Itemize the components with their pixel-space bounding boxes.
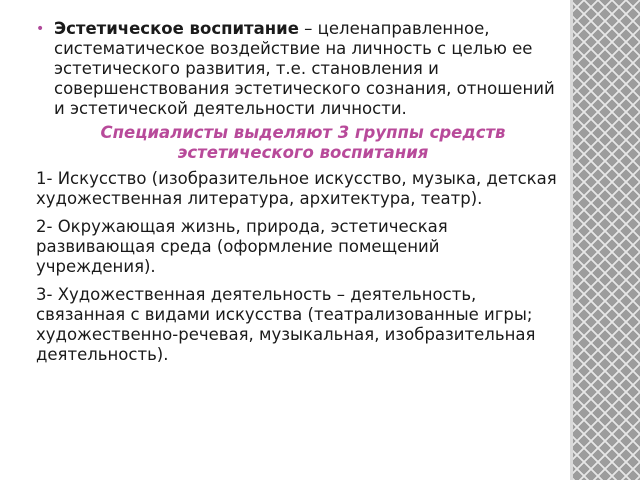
definition-term: Эстетическое воспитание: [54, 19, 299, 38]
decorative-border: [570, 0, 640, 480]
item-1: 1- Искусство (изобразительное искусство, музыка, детская художественная литература, архитектура, театр).: [36, 169, 557, 208]
definition-bullet: [36, 19, 560, 119]
item-2: 2- Окружающая жизнь, природа, эстетическая развивающая среда (оформление помещений учреждения).: [36, 217, 448, 276]
subheading: Специалисты выделяют 3 группы средств эстетического воспитания: [100, 123, 506, 162]
definition-text: – целенаправленное, систематическое воздействие на личность с целью ее эстетического развития, т.е. становления и совершенствования эстетического сознания, отношений и эстетической деятельности личности.: [54, 19, 555, 118]
item-3: 3- Художественная деятельность – деятельность, связанная с видами искусства (театрализованные игры; художественно-речевая, музыкальная, изобразительная деятельность).: [36, 285, 536, 364]
slide-content: [36, 19, 560, 373]
bullet-dot-icon: •: [36, 21, 45, 37]
